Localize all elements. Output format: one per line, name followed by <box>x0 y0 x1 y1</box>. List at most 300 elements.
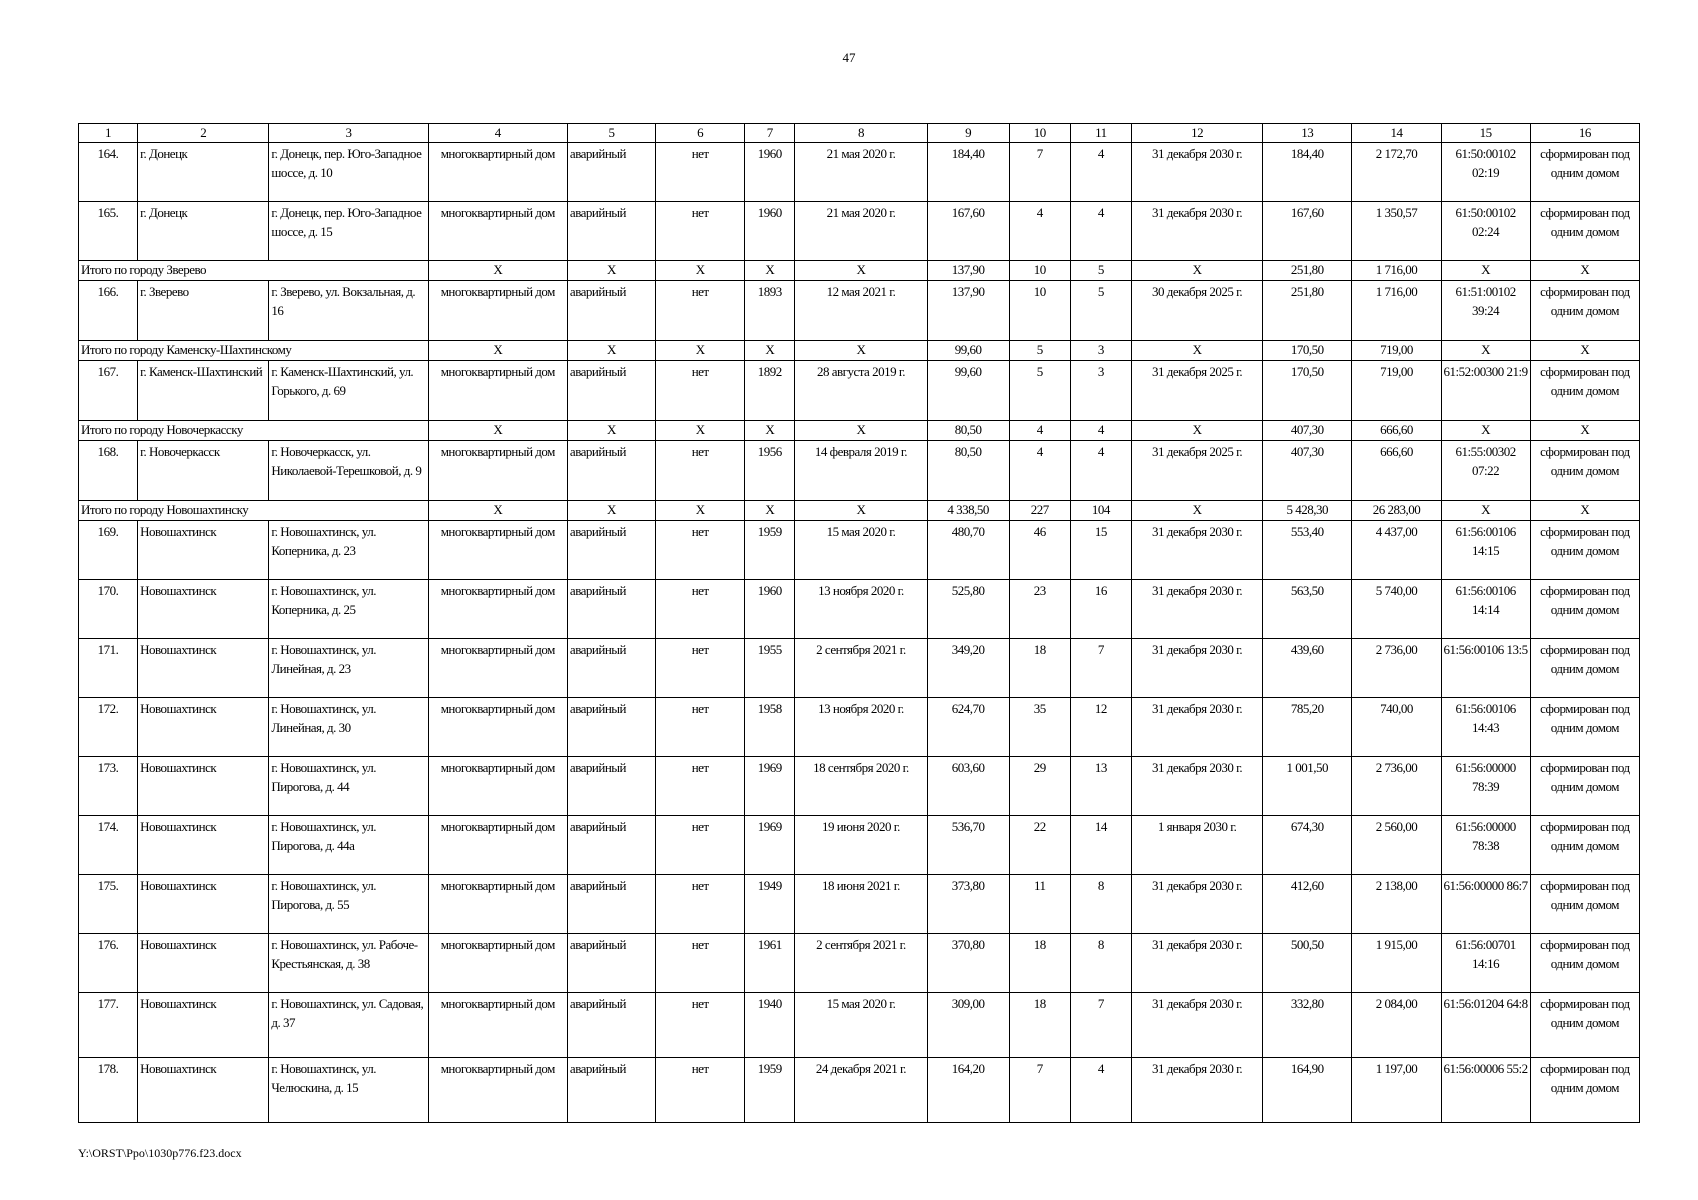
address-cell: г. Зверево, ул. Вокзальная, д. 16 <box>269 281 428 341</box>
city-total-cell: 80,50 <box>927 421 1009 441</box>
city-total-cell: X <box>1530 261 1639 281</box>
land-area-cell: 2 560,00 <box>1352 816 1441 875</box>
table-row <box>79 521 1640 580</box>
city-total-cell: X <box>567 421 655 441</box>
condition-cell: аварийный <box>567 934 655 993</box>
land-area-cell: 2 138,00 <box>1352 875 1441 934</box>
total-area-cell: 349,20 <box>927 639 1009 698</box>
year-built-cell: 1949 <box>745 875 795 934</box>
city-total-cell: X <box>1131 341 1262 361</box>
land-status-cell: сформирован под одним домом <box>1530 580 1639 639</box>
city-total-cell: X <box>1131 501 1262 521</box>
residents-cell: 35 <box>1009 698 1070 757</box>
building-type-cell: многоквартирный дом <box>428 143 567 202</box>
resettlement-date-cell: 31 декабря 2030 г. <box>1131 757 1262 816</box>
land-area-cell: 1 350,57 <box>1352 202 1441 261</box>
table-row <box>79 361 1640 421</box>
city-total-cell: X <box>567 341 655 361</box>
municipality-cell: г. Донецк <box>138 202 269 261</box>
ownership-cell: нет <box>656 202 745 261</box>
row-number-cell: 170. <box>79 580 138 639</box>
city-total-cell: 170,50 <box>1263 341 1352 361</box>
address-cell: г. Каменск-Шахтинский, ул. Горького, д. 69 <box>269 361 428 421</box>
premises-cell: 8 <box>1070 875 1131 934</box>
column-number-cell: 8 <box>795 124 927 143</box>
premises-cell: 5 <box>1070 281 1131 341</box>
resettlement-date-cell: 31 декабря 2025 г. <box>1131 361 1262 421</box>
building-type-cell: многоквартирный дом <box>428 698 567 757</box>
recognition-date-cell: 13 ноября 2020 г. <box>795 698 927 757</box>
year-built-cell: 1961 <box>745 934 795 993</box>
column-number-cell: 14 <box>1352 124 1441 143</box>
city-total-cell: 251,80 <box>1263 261 1352 281</box>
land-area-cell: 2 084,00 <box>1352 993 1441 1058</box>
resettlement-date-cell: 31 декабря 2030 г. <box>1131 521 1262 580</box>
year-built-cell: 1969 <box>745 816 795 875</box>
table-row <box>79 875 1640 934</box>
year-built-cell: 1969 <box>745 757 795 816</box>
building-type-cell: многоквартирный дом <box>428 816 567 875</box>
year-built-cell: 1959 <box>745 1058 795 1123</box>
ownership-cell: нет <box>656 698 745 757</box>
table-row <box>79 441 1640 501</box>
condition-cell: аварийный <box>567 993 655 1058</box>
residents-cell: 18 <box>1009 993 1070 1058</box>
resettlement-date-cell: 31 декабря 2030 г. <box>1131 875 1262 934</box>
municipality-cell: Новошахтинск <box>138 816 269 875</box>
city-total-label: Итого по городу Зверево <box>79 261 429 281</box>
land-area-cell: 719,00 <box>1352 361 1441 421</box>
total-area-cell: 525,80 <box>927 580 1009 639</box>
page-number: 47 <box>842 50 856 65</box>
row-number-cell: 174. <box>79 816 138 875</box>
column-number-cell: 15 <box>1441 124 1530 143</box>
address-cell: г. Новошахтинск, ул. Коперника, д. 23 <box>269 521 428 580</box>
resettlement-date-cell: 30 декабря 2025 г. <box>1131 281 1262 341</box>
year-built-cell: 1960 <box>745 143 795 202</box>
table-row <box>79 757 1640 816</box>
cadastral-number-cell: 61:56:00106 14:14 <box>1441 580 1530 639</box>
ownership-cell: нет <box>656 1058 745 1123</box>
row-number-cell: 165. <box>79 202 138 261</box>
city-total-cell: X <box>428 341 567 361</box>
year-built-cell: 1955 <box>745 639 795 698</box>
city-total-cell: X <box>656 261 745 281</box>
condition-cell: аварийный <box>567 202 655 261</box>
residents-cell: 7 <box>1009 143 1070 202</box>
land-status-cell: сформирован под одним домом <box>1530 521 1639 580</box>
land-status-cell: сформирован под одним домом <box>1530 1058 1639 1123</box>
premises-cell: 12 <box>1070 698 1131 757</box>
condition-cell: аварийный <box>567 361 655 421</box>
total-area-cell: 309,00 <box>927 993 1009 1058</box>
municipality-cell: Новошахтинск <box>138 639 269 698</box>
resettlement-area-cell: 500,50 <box>1263 934 1352 993</box>
land-area-cell: 4 437,00 <box>1352 521 1441 580</box>
city-total-cell: 3 <box>1070 341 1131 361</box>
building-type-cell: многоквартирный дом <box>428 580 567 639</box>
premises-cell: 4 <box>1070 441 1131 501</box>
cadastral-number-cell: 61:50:00102 02:19 <box>1441 143 1530 202</box>
cadastral-number-cell: 61:56:00106 14:43 <box>1441 698 1530 757</box>
city-total-cell: X <box>1530 341 1639 361</box>
ownership-cell: нет <box>656 441 745 501</box>
land-status-cell: сформирован под одним домом <box>1530 441 1639 501</box>
city-total-cell: X <box>1131 261 1262 281</box>
table-row <box>79 580 1640 639</box>
table-row <box>79 934 1640 993</box>
building-type-cell: многоквартирный дом <box>428 361 567 421</box>
condition-cell: аварийный <box>567 521 655 580</box>
cadastral-number-cell: 61:56:00006 55:2 <box>1441 1058 1530 1123</box>
total-area-cell: 480,70 <box>927 521 1009 580</box>
city-total-cell: X <box>656 421 745 441</box>
condition-cell: аварийный <box>567 698 655 757</box>
cadastral-number-cell: 61:56:00000 78:38 <box>1441 816 1530 875</box>
row-number-cell: 177. <box>79 993 138 1058</box>
resettlement-area-cell: 674,30 <box>1263 816 1352 875</box>
resettlement-area-cell: 184,40 <box>1263 143 1352 202</box>
city-total-cell: X <box>428 261 567 281</box>
condition-cell: аварийный <box>567 281 655 341</box>
address-cell: г. Донецк, пер. Юго-Западное шоссе, д. 15 <box>269 202 428 261</box>
total-area-cell: 99,60 <box>927 361 1009 421</box>
land-area-cell: 2 172,70 <box>1352 143 1441 202</box>
ownership-cell: нет <box>656 521 745 580</box>
resettlement-date-cell: 31 декабря 2030 г. <box>1131 934 1262 993</box>
city-total-cell: X <box>1131 421 1262 441</box>
premises-cell: 3 <box>1070 361 1131 421</box>
column-number-cell: 9 <box>927 124 1009 143</box>
city-total-cell: X <box>795 501 927 521</box>
recognition-date-cell: 12 мая 2021 г. <box>795 281 927 341</box>
cadastral-number-cell: 61:50:00102 02:24 <box>1441 202 1530 261</box>
ownership-cell: нет <box>656 757 745 816</box>
file-path: Y:\ORST\Ppo\1030p776.f23.docx <box>78 1146 242 1160</box>
city-total-cell: 4 <box>1070 421 1131 441</box>
cadastral-number-cell: 61:56:00000 78:39 <box>1441 757 1530 816</box>
ownership-cell: нет <box>656 281 745 341</box>
resettlement-area-cell: 1 001,50 <box>1263 757 1352 816</box>
cadastral-number-cell: 61:56:00000 86:7 <box>1441 875 1530 934</box>
resettlement-date-cell: 31 декабря 2030 г. <box>1131 580 1262 639</box>
row-number-cell: 166. <box>79 281 138 341</box>
total-area-cell: 370,80 <box>927 934 1009 993</box>
address-cell: г. Новошахтинск, ул. Линейная, д. 30 <box>269 698 428 757</box>
resettlement-date-cell: 31 декабря 2030 г. <box>1131 202 1262 261</box>
city-total-row <box>79 261 1640 281</box>
premises-cell: 4 <box>1070 1058 1131 1123</box>
address-cell: г. Новошахтинск, ул. Линейная, д. 23 <box>269 639 428 698</box>
building-type-cell: многоквартирный дом <box>428 757 567 816</box>
condition-cell: аварийный <box>567 143 655 202</box>
resettlement-area-cell: 167,60 <box>1263 202 1352 261</box>
residents-cell: 23 <box>1009 580 1070 639</box>
building-type-cell: многоквартирный дом <box>428 993 567 1058</box>
condition-cell: аварийный <box>567 580 655 639</box>
year-built-cell: 1940 <box>745 993 795 1058</box>
column-number-cell: 12 <box>1131 124 1262 143</box>
table-row <box>79 698 1640 757</box>
resettlement-date-cell: 31 декабря 2030 г. <box>1131 1058 1262 1123</box>
emergency-housing-table <box>78 123 1640 1123</box>
city-total-cell: X <box>1441 341 1530 361</box>
cadastral-number-cell: 61:56:01204 64:8 <box>1441 993 1530 1058</box>
resettlement-area-cell: 332,80 <box>1263 993 1352 1058</box>
total-area-cell: 373,80 <box>927 875 1009 934</box>
land-area-cell: 5 740,00 <box>1352 580 1441 639</box>
land-area-cell: 2 736,00 <box>1352 639 1441 698</box>
land-status-cell: сформирован под одним домом <box>1530 816 1639 875</box>
city-total-cell: X <box>745 501 795 521</box>
city-total-cell: 137,90 <box>927 261 1009 281</box>
city-total-cell: 5 <box>1009 341 1070 361</box>
total-area-cell: 624,70 <box>927 698 1009 757</box>
resettlement-area-cell: 407,30 <box>1263 441 1352 501</box>
resettlement-area-cell: 563,50 <box>1263 580 1352 639</box>
year-built-cell: 1958 <box>745 698 795 757</box>
land-area-cell: 2 736,00 <box>1352 757 1441 816</box>
city-total-cell: 407,30 <box>1263 421 1352 441</box>
resettlement-area-cell: 439,60 <box>1263 639 1352 698</box>
city-total-label: Итого по городу Новошахтинску <box>79 501 429 521</box>
premises-cell: 16 <box>1070 580 1131 639</box>
city-total-row <box>79 501 1640 521</box>
residents-cell: 4 <box>1009 202 1070 261</box>
address-cell: г. Новочеркасск, ул. Николаевой-Терешковой, д. 9 <box>269 441 428 501</box>
recognition-date-cell: 18 сентября 2020 г. <box>795 757 927 816</box>
ownership-cell: нет <box>656 993 745 1058</box>
address-cell: г. Новошахтинск, ул. Пирогова, д. 44а <box>269 816 428 875</box>
building-type-cell: многоквартирный дом <box>428 281 567 341</box>
city-total-cell: 26 283,00 <box>1352 501 1441 521</box>
column-number-cell: 10 <box>1009 124 1070 143</box>
table-row <box>79 639 1640 698</box>
city-total-cell: X <box>795 421 927 441</box>
ownership-cell: нет <box>656 875 745 934</box>
city-total-cell: X <box>656 501 745 521</box>
land-status-cell: сформирован под одним домом <box>1530 143 1639 202</box>
condition-cell: аварийный <box>567 875 655 934</box>
row-number-cell: 169. <box>79 521 138 580</box>
recognition-date-cell: 13 ноября 2020 г. <box>795 580 927 639</box>
cadastral-number-cell: 61:51:00102 39:24 <box>1441 281 1530 341</box>
row-number-cell: 171. <box>79 639 138 698</box>
land-status-cell: сформирован под одним домом <box>1530 993 1639 1058</box>
year-built-cell: 1956 <box>745 441 795 501</box>
land-status-cell: сформирован под одним домом <box>1530 281 1639 341</box>
land-status-cell: сформирован под одним домом <box>1530 757 1639 816</box>
cadastral-number-cell: 61:56:00106 13:5 <box>1441 639 1530 698</box>
municipality-cell: г. Зверево <box>138 281 269 341</box>
total-area-cell: 137,90 <box>927 281 1009 341</box>
year-built-cell: 1893 <box>745 281 795 341</box>
building-type-cell: многоквартирный дом <box>428 639 567 698</box>
municipality-cell: г. Новочеркасск <box>138 441 269 501</box>
land-area-cell: 1 197,00 <box>1352 1058 1441 1123</box>
row-number-cell: 173. <box>79 757 138 816</box>
land-status-cell: сформирован под одним домом <box>1530 875 1639 934</box>
city-total-label: Итого по городу Каменску-Шахтинскому <box>79 341 429 361</box>
column-number-cell: 6 <box>656 124 745 143</box>
column-number-cell: 5 <box>567 124 655 143</box>
city-total-cell: X <box>745 341 795 361</box>
residents-cell: 10 <box>1009 281 1070 341</box>
premises-cell: 4 <box>1070 202 1131 261</box>
city-total-cell: 5 428,30 <box>1263 501 1352 521</box>
recognition-date-cell: 28 августа 2019 г. <box>795 361 927 421</box>
condition-cell: аварийный <box>567 1058 655 1123</box>
municipality-cell: Новошахтинск <box>138 1058 269 1123</box>
resettlement-date-cell: 31 декабря 2030 г. <box>1131 639 1262 698</box>
resettlement-date-cell: 31 декабря 2030 г. <box>1131 993 1262 1058</box>
municipality-cell: г. Донецк <box>138 143 269 202</box>
building-type-cell: многоквартирный дом <box>428 441 567 501</box>
condition-cell: аварийный <box>567 816 655 875</box>
city-total-cell: X <box>745 421 795 441</box>
condition-cell: аварийный <box>567 757 655 816</box>
building-type-cell: многоквартирный дом <box>428 875 567 934</box>
city-total-cell: X <box>1441 261 1530 281</box>
address-cell: г. Новошахтинск, ул. Рабоче-Крестьянская, д. 38 <box>269 934 428 993</box>
municipality-cell: Новошахтинск <box>138 580 269 639</box>
residents-cell: 18 <box>1009 934 1070 993</box>
year-built-cell: 1960 <box>745 580 795 639</box>
column-number-cell: 13 <box>1263 124 1352 143</box>
city-total-label: Итого по городу Новочеркасску <box>79 421 429 441</box>
municipality-cell: Новошахтинск <box>138 757 269 816</box>
residents-cell: 7 <box>1009 1058 1070 1123</box>
land-area-cell: 666,60 <box>1352 441 1441 501</box>
city-total-cell: X <box>1530 501 1639 521</box>
resettlement-date-cell: 31 декабря 2030 г. <box>1131 143 1262 202</box>
municipality-cell: Новошахтинск <box>138 698 269 757</box>
municipality-cell: Новошахтинск <box>138 875 269 934</box>
ownership-cell: нет <box>656 934 745 993</box>
ownership-cell: нет <box>656 361 745 421</box>
row-number-cell: 167. <box>79 361 138 421</box>
municipality-cell: Новошахтинск <box>138 993 269 1058</box>
resettlement-area-cell: 164,90 <box>1263 1058 1352 1123</box>
building-type-cell: многоквартирный дом <box>428 202 567 261</box>
resettlement-date-cell: 31 декабря 2025 г. <box>1131 441 1262 501</box>
land-status-cell: сформирован под одним домом <box>1530 361 1639 421</box>
city-total-cell: 4 <box>1009 421 1070 441</box>
land-area-cell: 1 716,00 <box>1352 281 1441 341</box>
city-total-cell: X <box>1441 501 1530 521</box>
address-cell: г. Новошахтинск, ул. Пирогова, д. 55 <box>269 875 428 934</box>
city-total-row <box>79 421 1640 441</box>
land-area-cell: 1 915,00 <box>1352 934 1441 993</box>
city-total-cell: 5 <box>1070 261 1131 281</box>
column-number-row <box>79 124 1640 143</box>
year-built-cell: 1959 <box>745 521 795 580</box>
address-cell: г. Новошахтинск, ул. Челюскина, д. 15 <box>269 1058 428 1123</box>
residents-cell: 18 <box>1009 639 1070 698</box>
premises-cell: 13 <box>1070 757 1131 816</box>
city-total-cell: 1 716,00 <box>1352 261 1441 281</box>
building-type-cell: многоквартирный дом <box>428 1058 567 1123</box>
recognition-date-cell: 2 сентября 2021 г. <box>795 639 927 698</box>
column-number-cell: 11 <box>1070 124 1131 143</box>
city-total-row <box>79 341 1640 361</box>
recognition-date-cell: 24 декабря 2021 г. <box>795 1058 927 1123</box>
column-number-cell: 3 <box>269 124 428 143</box>
municipality-cell: Новошахтинск <box>138 521 269 580</box>
cadastral-number-cell: 61:56:00106 14:15 <box>1441 521 1530 580</box>
city-total-cell: X <box>1530 421 1639 441</box>
condition-cell: аварийный <box>567 639 655 698</box>
total-area-cell: 80,50 <box>927 441 1009 501</box>
residents-cell: 29 <box>1009 757 1070 816</box>
city-total-cell: 4 338,50 <box>927 501 1009 521</box>
city-total-cell: X <box>428 501 567 521</box>
city-total-cell: 10 <box>1009 261 1070 281</box>
residents-cell: 4 <box>1009 441 1070 501</box>
land-area-cell: 740,00 <box>1352 698 1441 757</box>
recognition-date-cell: 21 мая 2020 г. <box>795 143 927 202</box>
condition-cell: аварийный <box>567 441 655 501</box>
table-row <box>79 993 1640 1058</box>
resettlement-area-cell: 251,80 <box>1263 281 1352 341</box>
residents-cell: 46 <box>1009 521 1070 580</box>
building-type-cell: многоквартирный дом <box>428 934 567 993</box>
column-number-cell: 7 <box>745 124 795 143</box>
resettlement-date-cell: 31 декабря 2030 г. <box>1131 698 1262 757</box>
address-cell: г. Новошахтинск, ул. Пирогова, д. 44 <box>269 757 428 816</box>
resettlement-area-cell: 553,40 <box>1263 521 1352 580</box>
table-row <box>79 1058 1640 1123</box>
ownership-cell: нет <box>656 639 745 698</box>
residents-cell: 5 <box>1009 361 1070 421</box>
land-status-cell: сформирован под одним домом <box>1530 934 1639 993</box>
row-number-cell: 172. <box>79 698 138 757</box>
row-number-cell: 164. <box>79 143 138 202</box>
premises-cell: 15 <box>1070 521 1131 580</box>
column-number-cell: 1 <box>79 124 138 143</box>
resettlement-area-cell: 412,60 <box>1263 875 1352 934</box>
premises-cell: 8 <box>1070 934 1131 993</box>
recognition-date-cell: 15 мая 2020 г. <box>795 993 927 1058</box>
total-area-cell: 184,40 <box>927 143 1009 202</box>
city-total-cell: X <box>567 261 655 281</box>
city-total-cell: 227 <box>1009 501 1070 521</box>
city-total-cell: 719,00 <box>1352 341 1441 361</box>
ownership-cell: нет <box>656 143 745 202</box>
address-cell: г. Новошахтинск, ул. Коперника, д. 25 <box>269 580 428 639</box>
city-total-cell: X <box>567 501 655 521</box>
year-built-cell: 1960 <box>745 202 795 261</box>
cadastral-number-cell: 61:52:00300 21:9 <box>1441 361 1530 421</box>
row-number-cell: 176. <box>79 934 138 993</box>
total-area-cell: 603,60 <box>927 757 1009 816</box>
address-cell: г. Донецк, пер. Юго-Западное шоссе, д. 10 <box>269 143 428 202</box>
total-area-cell: 164,20 <box>927 1058 1009 1123</box>
column-number-cell: 2 <box>138 124 269 143</box>
recognition-date-cell: 15 мая 2020 г. <box>795 521 927 580</box>
total-area-cell: 536,70 <box>927 816 1009 875</box>
table-body <box>79 124 1640 1123</box>
resettlement-area-cell: 785,20 <box>1263 698 1352 757</box>
city-total-cell: X <box>428 421 567 441</box>
premises-cell: 7 <box>1070 639 1131 698</box>
ownership-cell: нет <box>656 816 745 875</box>
land-status-cell: сформирован под одним домом <box>1530 202 1639 261</box>
resettlement-area-cell: 170,50 <box>1263 361 1352 421</box>
row-number-cell: 178. <box>79 1058 138 1123</box>
recognition-date-cell: 2 сентября 2021 г. <box>795 934 927 993</box>
municipality-cell: г. Каменск-Шахтинский <box>138 361 269 421</box>
